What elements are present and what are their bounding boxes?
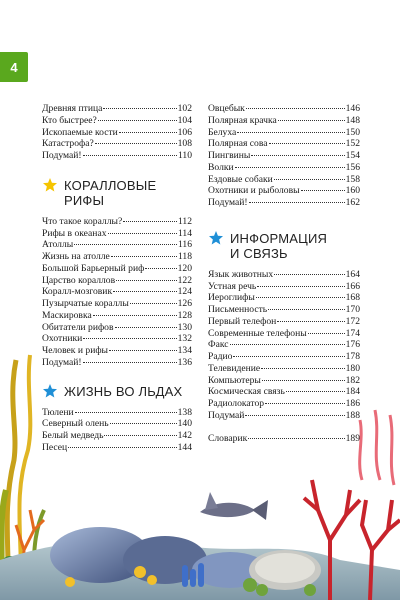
dot-leader [308, 333, 345, 334]
toc-entry-title: Катастрофа? [42, 138, 94, 150]
toc-entry-title: Коралл-мозговик [42, 286, 113, 298]
toc-entry-page: 106 [177, 126, 192, 138]
dot-leader [103, 108, 176, 109]
section-heading-coral-reefs [42, 178, 192, 208]
dot-leader [235, 167, 345, 168]
toc-entry-title: Компьютеры [208, 374, 261, 386]
toc-entry-title: Иероглифы [208, 292, 255, 304]
dot-leader [301, 190, 345, 191]
toc-entry-page: 136 [177, 356, 192, 368]
toc-entry-page: 168 [345, 292, 360, 304]
toc-entry-title: Северный олень [42, 418, 109, 430]
toc-entry-page: 160 [345, 185, 360, 197]
toc-entry-title: Полярная сова [208, 138, 268, 150]
toc-entry-title: Ископаемые кости [42, 126, 118, 138]
toc-entry-page: 142 [177, 430, 192, 441]
toc-entry-page: 158 [345, 173, 360, 185]
toc-entry-page: 140 [177, 418, 192, 430]
toc-entry-page: 186 [345, 398, 360, 409]
toc-entry-title: Радиолокатор [208, 398, 265, 409]
toc-entry-page: 102 [177, 103, 192, 114]
toc-entry-title: Охотники и рыболовы [208, 185, 300, 197]
toc-entry-title: Что такое кораллы? [42, 215, 123, 227]
toc-entry-page: 182 [345, 374, 360, 386]
toc-entry-page: 178 [345, 351, 360, 362]
toc-entry-page: 172 [345, 315, 360, 327]
dot-leader [113, 291, 177, 292]
section-heading-information [208, 231, 360, 261]
toc-entry [42, 228, 192, 240]
toc-entry [42, 275, 192, 287]
dot-leader [274, 179, 345, 180]
toc-entry-page: 110 [177, 150, 192, 161]
dot-leader [249, 202, 345, 203]
toc-entry [42, 263, 192, 275]
page-number: 4 [10, 59, 18, 75]
dot-leader [83, 338, 176, 339]
toc-entry [42, 103, 192, 115]
toc-entry [208, 127, 360, 139]
toc-entry [208, 197, 360, 209]
dot-leader [230, 344, 345, 345]
toc-entry-title: Царство кораллов [42, 274, 116, 286]
toc-entry-page: 170 [345, 304, 360, 315]
toc-entry [42, 138, 192, 150]
toc-group-right-1 [208, 103, 360, 209]
dot-leader [108, 233, 177, 234]
toc-entry-page: 114 [177, 227, 192, 239]
toc-entry [208, 162, 360, 174]
toc-entry [208, 328, 360, 340]
toc-entry [208, 281, 360, 293]
toc-entry-page: 188 [345, 409, 360, 421]
toc-entry-title: Ездовые собаки [208, 173, 273, 185]
dot-leader [251, 155, 344, 156]
dot-leader [93, 315, 177, 316]
page-number-tab [0, 52, 28, 82]
toc-entry-page: 146 [345, 103, 360, 114]
toc-entry-page: 130 [177, 321, 192, 333]
toc-entry-page: 154 [345, 150, 360, 161]
toc-entry [208, 316, 360, 328]
toc-entry-title: Охотники [42, 333, 83, 345]
dot-leader [145, 268, 176, 269]
toc-entry-title: Подумай [208, 409, 245, 421]
toc-entry-title: Подумай! [42, 150, 82, 161]
toc-entry-title: Древняя птица [42, 103, 103, 114]
section-title: КОРАЛЛОВЫЕ РИФЫ [64, 177, 157, 208]
toc-entry-title: Пузырчатые кораллы [42, 298, 129, 309]
dot-leader [274, 274, 344, 275]
dot-leader [115, 327, 177, 328]
toc-entry [42, 322, 192, 334]
dot-leader [269, 143, 345, 144]
toc-group-left-2 [42, 216, 192, 369]
toc-entry-title: Космическая связь [208, 386, 285, 398]
toc-entry [42, 115, 192, 127]
toc-entry-page: 138 [177, 406, 192, 418]
toc-entry-page: 180 [345, 362, 360, 374]
toc-entry-page: 128 [177, 309, 192, 321]
dot-leader [257, 286, 344, 287]
toc-entry-page: 156 [345, 161, 360, 173]
toc-entry-title: Белуха [208, 126, 237, 138]
toc-entry-page: 126 [177, 298, 192, 309]
toc-entry-title: Волки [208, 161, 234, 173]
toc-entry-page: 176 [345, 339, 360, 351]
toc-entry-title: Жизнь на атолле [42, 251, 110, 262]
toc-entry-page: 124 [177, 286, 192, 298]
toc-entry [208, 150, 360, 162]
toc-entry-title: Человек и рифы [42, 345, 108, 356]
toc-entry-page: 122 [177, 274, 192, 286]
toc-entry [208, 292, 360, 304]
toc-entry-title: Тюлени [42, 406, 74, 418]
toc-entry-page: 162 [345, 197, 360, 208]
section-title: ЖИЗНЬ ВО ЛЬДАХ [64, 383, 183, 399]
toc-entry-page: 112 [177, 215, 192, 227]
section-title-line-1: ИНФОРМАЦИЯ [230, 230, 328, 246]
toc-entry-title: Словарик [208, 432, 248, 444]
toc-entry-title: Подумай! [42, 356, 82, 368]
toc-entry-title: Телевидение [208, 362, 261, 374]
dot-leader [111, 256, 177, 257]
dot-leader [268, 309, 344, 310]
toc-entry-page: 144 [177, 441, 192, 453]
toc-entry [208, 185, 360, 197]
toc-entry [42, 286, 192, 298]
toc-entry-page: 164 [345, 268, 360, 280]
toc-entry [42, 150, 192, 162]
toc-entry-title: Полярная крачка [208, 114, 277, 126]
toc-entry [208, 174, 360, 186]
toc-entry-title: Пингвины [208, 150, 251, 161]
toc-entry-page: 108 [177, 138, 192, 150]
toc-entry-title: Маскировка [42, 309, 92, 321]
toc-entry [42, 239, 192, 251]
dot-leader [277, 321, 344, 322]
toc-entry-page: 148 [345, 114, 360, 126]
toc-entry-page: 150 [345, 126, 360, 138]
dot-leader [246, 108, 345, 109]
dot-leader [130, 303, 177, 304]
toc-entry-page: 166 [345, 280, 360, 292]
toc-entry-page: 184 [345, 386, 360, 398]
toc-entry-title: Радио [208, 351, 233, 362]
toc-entry-page: 152 [345, 138, 360, 150]
toc-entry-page: 132 [177, 333, 192, 345]
toc-entry-page: 120 [177, 262, 192, 274]
toc-entry [42, 251, 192, 263]
dot-leader [95, 143, 177, 144]
toc-entry-title: Устная речь [208, 280, 257, 292]
toc-entry-title: Овцебык [208, 103, 245, 114]
toc-entry-title: Первый телефон [208, 315, 277, 327]
dot-leader [256, 297, 345, 298]
toc-entry-page: 116 [177, 239, 192, 251]
toc-entry-title: Подумай! [208, 197, 248, 208]
coral-reef-illustration [0, 350, 400, 600]
toc-entry [208, 115, 360, 127]
toc-entry-page: 174 [345, 327, 360, 339]
dot-leader [98, 120, 177, 121]
toc-entry-title: Песец [42, 441, 68, 453]
toc-entry-title: Атоллы [42, 239, 74, 251]
toc-entry-title: Язык животных [208, 268, 274, 280]
dot-leader [123, 221, 177, 222]
toc-entry-title: Белый медведь [42, 430, 104, 441]
toc-entry-title: Современные телефоны [208, 327, 307, 339]
toc-entry [208, 269, 360, 281]
dot-leader [74, 244, 177, 245]
section-title-line-2: И СВЯЗЬ [230, 245, 288, 261]
toc-entry-title: Большой Барьерный риф [42, 262, 145, 274]
blue-star-icon [208, 230, 224, 246]
dot-leader [116, 280, 177, 281]
dot-leader [278, 120, 345, 121]
toc-entry [42, 310, 192, 322]
toc-entry [208, 304, 360, 316]
toc-entry [42, 127, 192, 139]
toc-entry-page: 134 [177, 345, 192, 356]
toc-entry-title: Факс [208, 339, 229, 351]
toc-entry [208, 138, 360, 150]
toc-entry-page: 104 [177, 114, 192, 126]
toc-entry-title: Кто быстрее? [42, 114, 97, 126]
dot-leader [119, 132, 177, 133]
toc-entry [208, 103, 360, 115]
toc-entry [42, 333, 192, 345]
toc-entry-title: Рифы в океанах [42, 227, 107, 239]
toc-entry-title: Письменность [208, 304, 268, 315]
toc-entry-page: 118 [177, 251, 192, 262]
toc-entry-page: 189 [345, 432, 360, 444]
toc-entry [42, 216, 192, 228]
toc-entry [42, 298, 192, 310]
toc-group-left-1 [42, 103, 192, 162]
yellow-star-icon [42, 177, 58, 193]
toc-entry-title: Обитатели рифов [42, 321, 114, 333]
dot-leader [237, 132, 344, 133]
dot-leader [83, 155, 177, 156]
